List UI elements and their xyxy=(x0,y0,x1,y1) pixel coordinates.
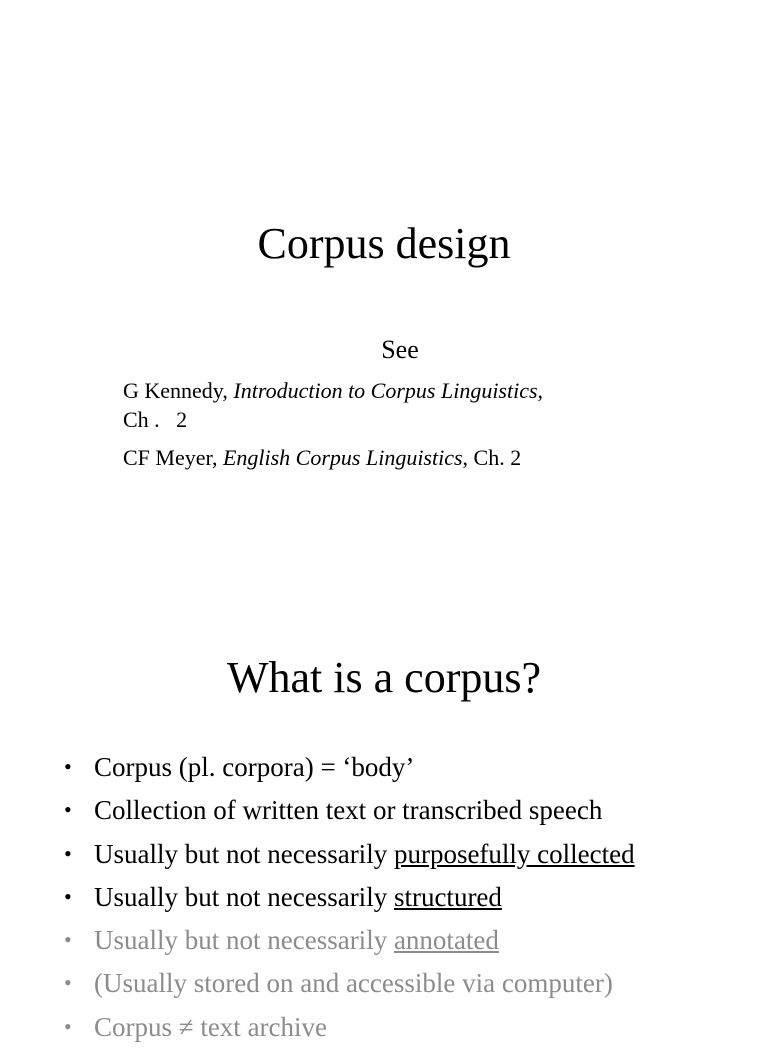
bullet-item xyxy=(64,791,754,834)
bullet-icon: • xyxy=(64,840,72,866)
bullet-item xyxy=(64,964,754,1007)
bullet-icon: • xyxy=(64,754,72,779)
slide-2 xyxy=(0,512,768,1042)
bullet-text: Corpus (pl. corpora) = ‘body’ xyxy=(94,752,415,782)
underlined-term: purposefully collected xyxy=(393,838,635,869)
reference-suffix: , Ch. 2 xyxy=(462,445,522,470)
reference-item xyxy=(123,376,643,434)
slide-title: What is a corpus? xyxy=(227,653,541,702)
bullet-item xyxy=(64,748,754,791)
slide-1 xyxy=(0,0,768,512)
bullet-icon: • xyxy=(64,1013,72,1039)
bullet-icon: • xyxy=(64,970,72,996)
slide-title: Corpus design xyxy=(257,219,511,268)
reference-book-title: English Corpus Linguistics xyxy=(222,445,463,470)
bullet-text: Collection of written text or transcribed speech xyxy=(94,795,603,826)
underlined-term: structured xyxy=(393,881,502,912)
bullet-list xyxy=(64,748,754,1051)
reference-chapter: Ch . 2 xyxy=(123,407,188,432)
bullet-item xyxy=(64,1008,754,1051)
reference-author: CF Meyer, xyxy=(123,445,223,470)
reference-list xyxy=(123,376,643,481)
reference-author: G Kennedy, xyxy=(123,378,234,403)
see-label: See xyxy=(381,335,419,364)
bullet-item xyxy=(64,835,754,878)
bullet-icon: • xyxy=(64,883,72,909)
bullet-item xyxy=(64,921,754,964)
bullet-item xyxy=(64,878,754,921)
bullet-text: Usually but not necessarily xyxy=(94,838,394,869)
bullet-text: Usually but not necessarily xyxy=(94,925,394,956)
reference-book-title: Introduction to Corpus Linguistics xyxy=(233,378,538,403)
bullet-text: Usually but not necessarily xyxy=(94,881,394,912)
reference-suffix: , xyxy=(537,378,544,403)
bullet-icon: • xyxy=(64,927,72,953)
reference-item xyxy=(123,443,643,472)
bullet-icon: • xyxy=(64,797,72,823)
bullet-text: (Usually stored on and accessible via computer) xyxy=(94,968,613,999)
bullet-text: Corpus ≠ text archive xyxy=(94,1011,328,1042)
underlined-term: annotated xyxy=(393,925,499,956)
